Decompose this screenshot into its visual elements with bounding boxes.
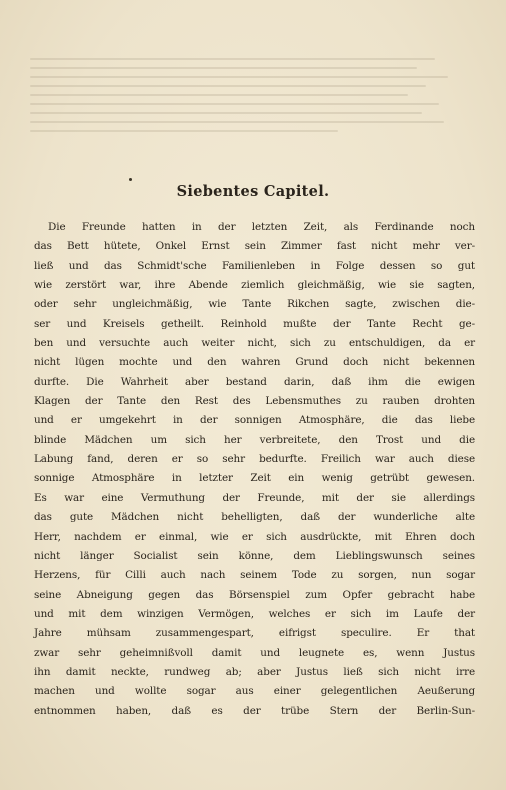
- text-line: Es war eine Vermuthung der Freunde, mit der sie allerdings: [34, 491, 475, 504]
- text-line: Labung fand, deren er so sehr bedurfte. Freilich war auch diese: [34, 453, 475, 466]
- text-line: nicht länger Socialist sein könne, dem Lieblingswunsch seines: [34, 549, 475, 562]
- chapter-title: Siebentes Capitel.: [176, 183, 330, 200]
- text-line: ihn damit neckte, rundweg ab; aber Justus ließ sich nicht irre: [34, 665, 475, 678]
- text-line: Herzens, für Cilli auch nach seinem Tode zu sorgen, nun sogar: [34, 569, 475, 582]
- text-line: das gute Mädchen nicht behelligten, daß der wunderliche alte: [34, 511, 475, 524]
- ink-dot: [129, 178, 132, 181]
- text-line: ben und versuchte auch weiter nicht, sich zu entschuldigen, da er: [34, 337, 475, 350]
- text-line: Herr, nachdem er einmal, wie er sich ausdrückte, mit Ehren doch: [34, 530, 475, 543]
- text-line: blinde Mädchen um sich her verbreitete, den Trost und die: [34, 433, 475, 446]
- body-text: [34, 218, 475, 721]
- text-line: Klagen der Tante den Rest des Lebensmuthes zu rauben drohten: [34, 395, 475, 408]
- text-line: sonnige Atmosphäre in letzter Zeit ein wenig getrübt gewesen.: [34, 472, 475, 485]
- text-line: Jahre mühsam zusammengespart, eifrigst speculire. Er that: [34, 627, 475, 640]
- text-line: das Bett hütete, Onkel Ernst sein Zimmer fast nicht mehr ver-: [34, 240, 475, 253]
- text-line: seine Abneigung gegen das Börsenspiel zum Opfer gebracht habe: [34, 588, 475, 601]
- text-line: Die Freunde hatten in der letzten Zeit, als Ferdinande noch: [48, 221, 475, 233]
- text-line: machen und wollte sogar aus einer gelegentlichen Aeußerung: [34, 685, 475, 698]
- text-line: und er umgekehrt in der sonnigen Atmosphäre, die das liebe: [34, 414, 475, 427]
- text-line: zwar sehr geheimnißvoll damit und leugnete es, wenn Justus: [34, 646, 475, 659]
- text-line: und mit dem winzigen Vermögen, welches er sich im Laufe der: [34, 607, 475, 620]
- text-line: wie zerstört war, ihre Abende ziemlich gleichmäßig, wie sie sagten,: [34, 279, 475, 292]
- text-line: durfte. Die Wahrheit aber bestand darin, daß ihm die ewigen: [34, 375, 475, 388]
- text-line: ließ und das Schmidt'sche Familienleben in Folge dessen so gut: [34, 259, 475, 272]
- text-line: entnommen haben, daß es der trübe Stern der Berlin-Sun-: [34, 704, 475, 717]
- text-line: nicht lügen mochte und den wahren Grund doch nicht bekennen: [34, 356, 475, 369]
- show-through-text: [30, 58, 470, 148]
- text-line: oder sehr ungleichmäßig, wie Tante Rikchen sagte, zwischen die-: [34, 298, 475, 311]
- text-line: ser und Kreisels getheilt. Reinhold mußte der Tante Recht ge-: [34, 317, 475, 330]
